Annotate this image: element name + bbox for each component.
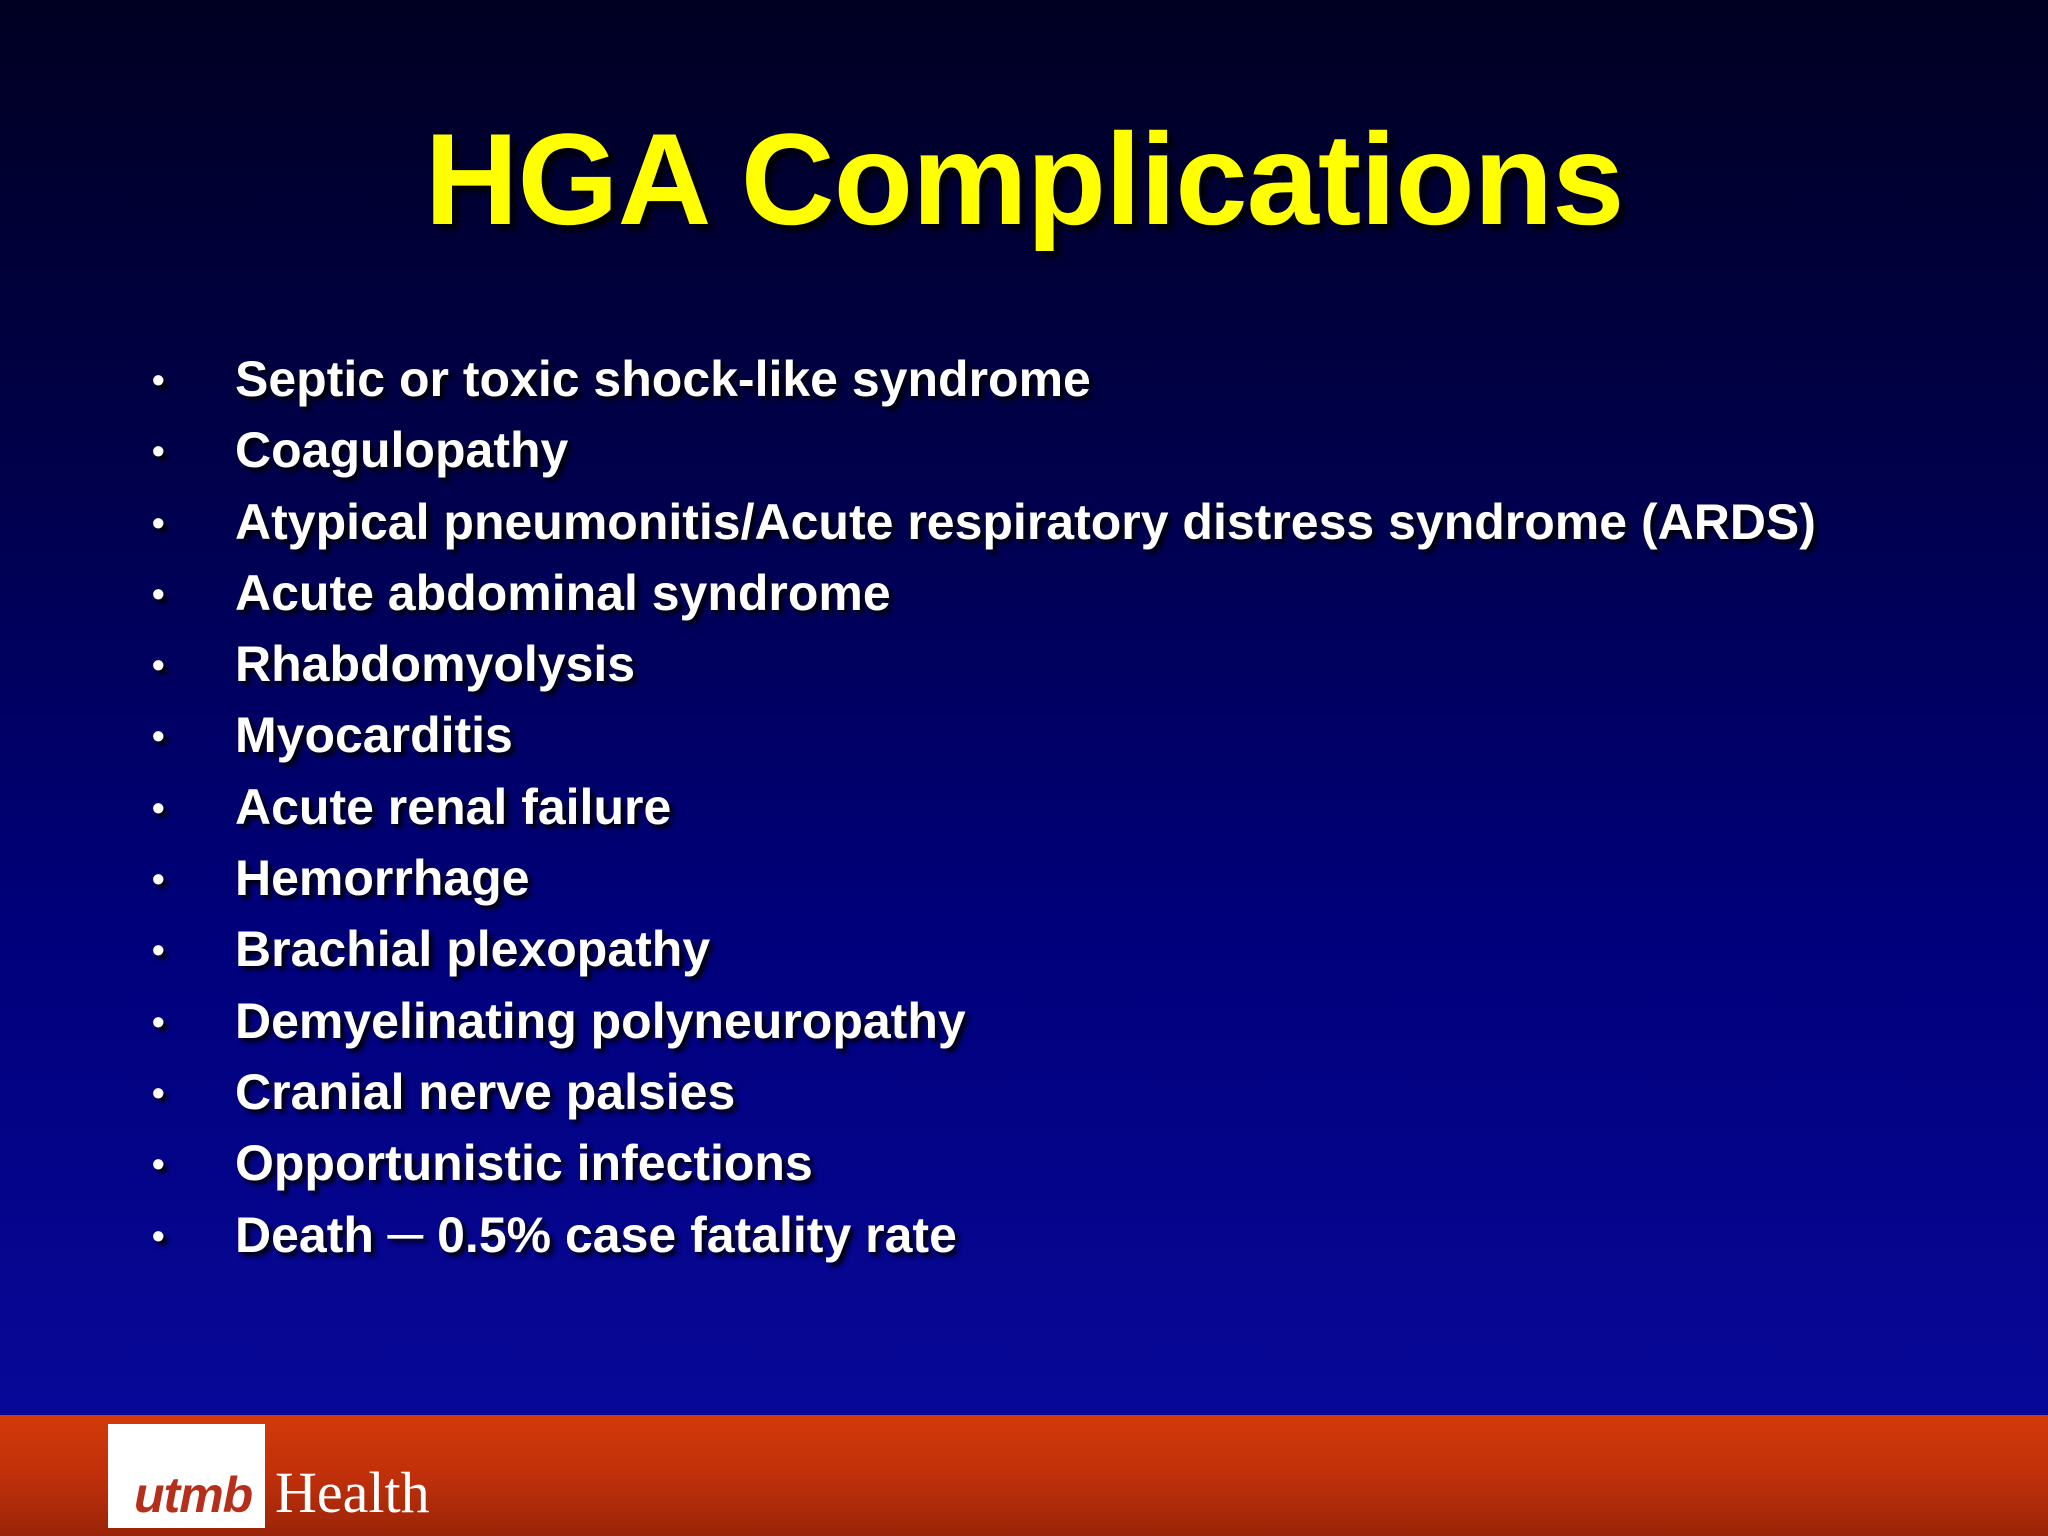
bullet-icon: •	[152, 1071, 165, 1113]
list-item	[152, 415, 2032, 486]
bullet-icon: •	[152, 1214, 165, 1256]
list-item	[152, 1057, 2032, 1128]
bullet-icon: •	[152, 430, 165, 472]
bullet-text: Acute renal failure	[235, 778, 672, 835]
bullet-text: Atypical pneumonitis/Acute respiratory distress syndrome (ARDS)	[235, 493, 1816, 550]
bullet-text: Brachial plexopathy	[235, 921, 711, 978]
bullet-text: Demyelinating polyneuropathy	[235, 992, 966, 1049]
logo-mark: utmb	[134, 1467, 253, 1523]
list-item	[152, 629, 2032, 700]
bullet-icon: •	[152, 1143, 165, 1185]
bullet-text: Myocarditis	[235, 707, 513, 764]
bullet-icon: •	[152, 1000, 165, 1042]
bullet-text: Septic or toxic shock-like syndrome	[235, 351, 1091, 407]
logo-box	[108, 1424, 265, 1528]
list-item	[152, 558, 2032, 629]
list-item	[152, 843, 2032, 914]
list-item	[152, 1128, 2032, 1199]
bullet-text: Rhabdomyolysis	[235, 636, 636, 693]
list-item	[152, 986, 2032, 1057]
bullet-list	[152, 344, 2032, 1271]
list-item	[152, 1200, 2032, 1271]
bullet-icon: •	[152, 644, 165, 686]
bullet-text: Hemorrhage	[235, 850, 530, 907]
bullet-icon: •	[152, 359, 165, 400]
bullet-icon: •	[152, 929, 165, 971]
list-item	[152, 487, 2032, 558]
list-item	[152, 772, 2032, 843]
bullet-icon: •	[152, 715, 165, 757]
utmb-health-logo	[108, 1424, 430, 1528]
list-item	[152, 344, 2032, 415]
bullet-text: Death ─ 0.5% case fatality rate	[235, 1206, 957, 1263]
slide-title: HGA Complications	[424, 106, 1624, 252]
logo-text: Health	[275, 1460, 430, 1525]
list-item	[152, 914, 2032, 985]
list-item	[152, 700, 2032, 771]
bullet-icon: •	[152, 572, 165, 614]
bullet-text: Opportunistic infections	[235, 1135, 813, 1192]
bullet-text: Acute abdominal syndrome	[235, 564, 891, 621]
bullet-icon: •	[152, 501, 165, 543]
bullet-icon: •	[152, 858, 165, 900]
bullet-icon: •	[152, 786, 165, 828]
bullet-text: Cranial nerve palsies	[235, 1063, 736, 1120]
bullet-text: Coagulopathy	[235, 422, 569, 479]
